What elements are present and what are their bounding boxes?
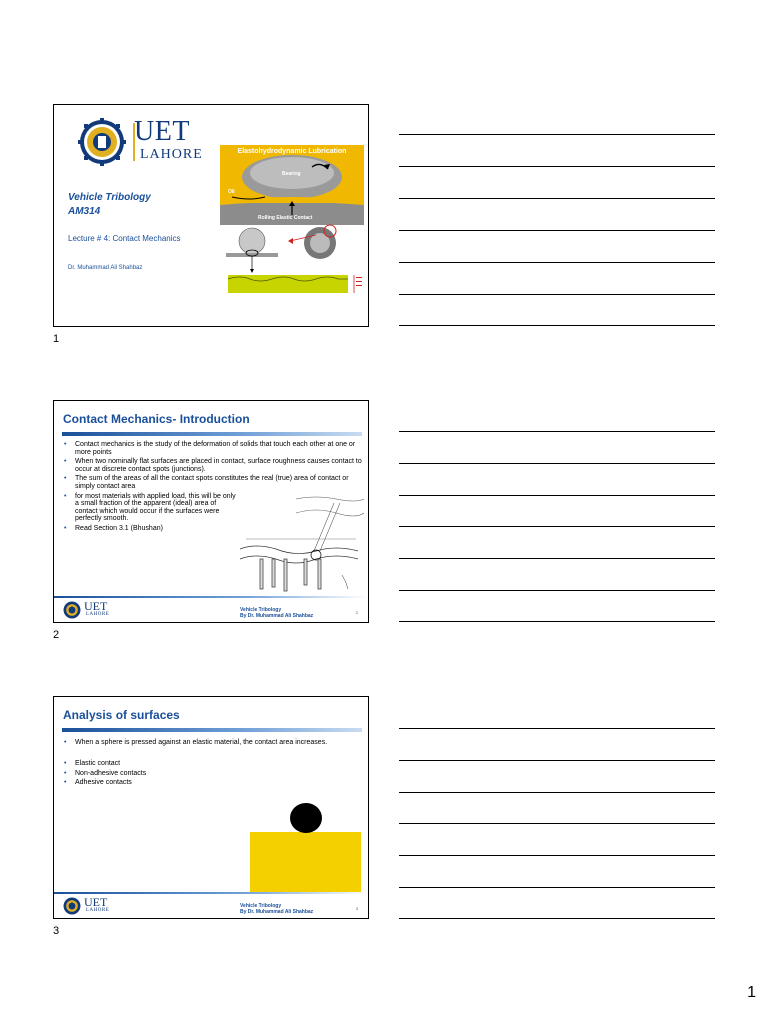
uet-crest-icon [62,896,82,916]
note-line [399,166,715,167]
ehl-illustration-icon [220,145,364,225]
course-title-block [68,191,151,219]
footer-slide-number: 3 [355,906,358,911]
footer-logo [62,896,122,916]
logo-lahore-text: LAHORE [140,147,203,162]
footer-uet-text: UET [84,895,108,909]
footer-slide-number: 2 [355,610,358,615]
elastic-material-block [250,832,361,892]
course-code: AM314 [68,206,101,217]
bullet-item: • The sum of the areas of all the contact spots constitutes the real (true) area of contact or simply contact area [62,475,362,490]
footer-author: By Dr. Muhammad Ali Shahbaz [240,613,314,619]
note-line [399,431,715,432]
note-line [399,621,715,622]
footer-course: Vehicle Tribology [240,903,282,909]
contact-label: Rolling Elastic Contact [258,215,313,221]
slide-1 [53,104,369,327]
footer-lahore-text: LAHORE [86,612,110,617]
ehl-title: Elastohydrodynamic Lubrication [237,148,347,155]
note-line [399,526,715,527]
footer-author: By Dr. Muhammad Ali Shahbaz [240,909,314,915]
bullet-list [62,739,362,749]
bullet-item: • Adhesive contacts [62,779,262,787]
note-line [399,294,715,295]
footer-logo [62,600,122,620]
footer-divider [54,892,368,894]
slide-3 [53,696,369,919]
slide-title: Analysis of surfaces [63,708,180,722]
note-line [399,134,715,135]
footer-divider [54,596,368,598]
sub-bullet-list [62,760,262,789]
note-line [399,918,715,919]
title-divider [62,432,362,436]
note-line [399,855,715,856]
author-name: Dr. Muhammad Ali Shahbaz [68,265,143,271]
note-line [399,558,715,559]
slide-number-1: 1 [53,333,60,345]
bullet-item: • When two nominally flat surfaces are placed in contact, surface roughness causes contact to occur at discrete contact spots (junctions). [62,458,362,473]
note-line [399,823,715,824]
contact-diagram-icon [220,223,364,303]
note-line [399,262,715,263]
note-line [399,230,715,231]
rough-surface-diagram-icon [236,493,366,603]
note-line [399,792,715,793]
slide-2 [53,400,369,623]
bullet-item: • Elastic contact [62,760,262,768]
note-line [399,198,715,199]
bearing-label: Bearing [282,171,301,177]
footer-credit [240,903,313,915]
slide-number-3: 3 [53,925,60,937]
note-line [399,760,715,761]
bullet-item: • Read Section 3.1 (Bhushan) [62,525,362,533]
lecture-title: Lecture # 4: Contact Mechanics [68,234,181,243]
bullet-item: • When a sphere is pressed against an elastic material, the contact area increases. [62,739,362,747]
note-line [399,728,715,729]
uet-logo [76,117,216,167]
footer-uet-text: UET [84,599,108,613]
footer-course: Vehicle Tribology [240,607,282,613]
note-line [399,495,715,496]
bullet-item: • Contact mechanics is the study of the deformation of solids that touch each other at one or more points [62,441,362,456]
logo-uet-text: UET [134,116,190,147]
note-line [399,887,715,888]
footer-credit [240,607,313,619]
bullet-item: • Non-adhesive contacts [62,770,262,778]
footer-lahore-text: LAHORE [86,908,110,913]
sphere-shape [290,803,322,833]
title-divider [62,728,362,732]
slide-title: Contact Mechanics- Introduction [63,412,250,426]
uet-crest-icon [62,600,82,620]
uet-crest-icon [76,117,128,167]
slide-number-2: 2 [53,629,60,641]
note-line [399,325,715,326]
course-title: Vehicle Tribology [68,192,151,203]
note-line [399,590,715,591]
page-number: 1 [747,984,756,1001]
ehl-image [220,145,364,225]
oil-label: Oil [228,189,235,195]
note-line [399,463,715,464]
bullet-item: • for most materials with applied load, this will be only a small fraction of the apparent (ideal) area of contact which would occur if the surfaces were perfectly smooth. [62,493,238,523]
